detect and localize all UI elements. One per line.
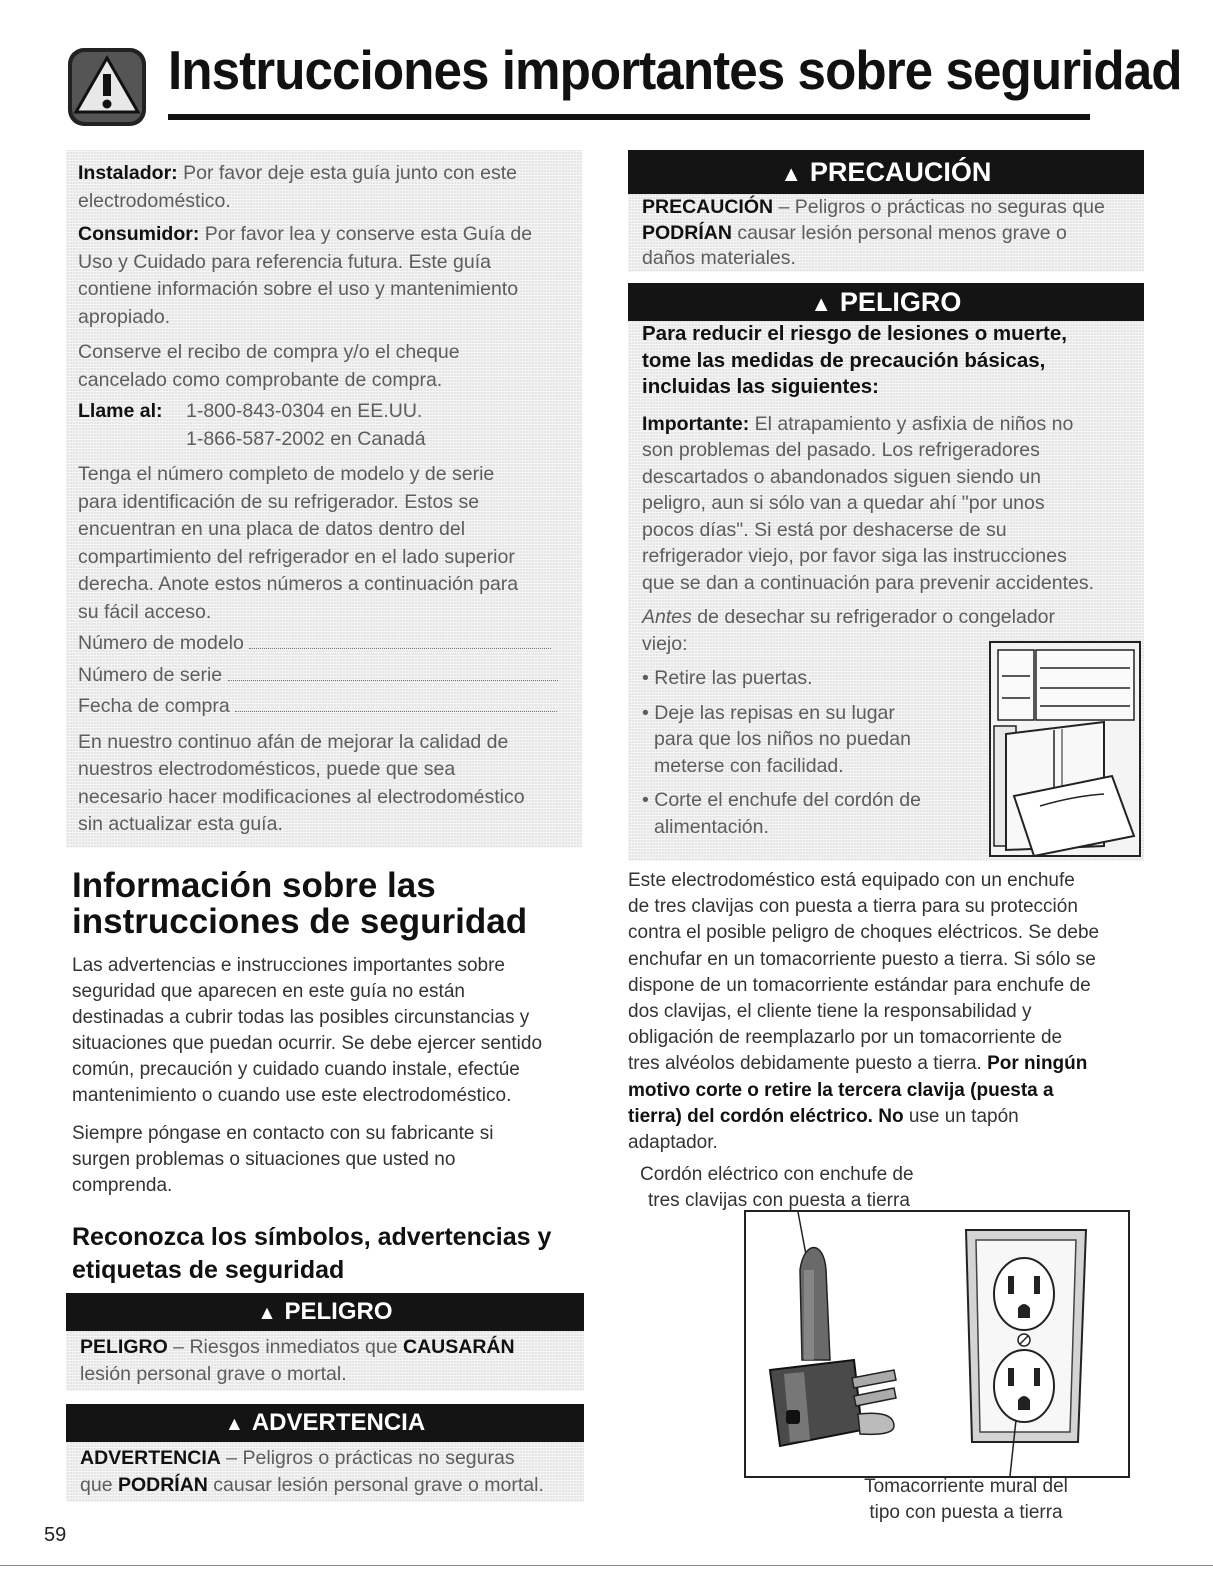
- keep-receipt-line: cancelado como comprobante de compra.: [78, 368, 443, 391]
- installer-text: Por favor deje esta guía junto con este: [183, 162, 517, 184]
- improvement-line: necesario hacer modificaciones al electrodoméstico: [78, 785, 525, 808]
- model-number-blank: [249, 648, 551, 649]
- peligro-text-2: lesión personal grave o mortal.: [80, 1363, 347, 1385]
- model-info-line: Tenga el número completo de modelo y de serie: [78, 463, 495, 485]
- model-number-label: Número de modelo: [78, 632, 244, 654]
- advertencia-text: – Peligros o prácticas no seguras: [220, 1447, 515, 1469]
- bullet: •: [642, 789, 655, 811]
- advertencia-strong: PODRÍAN: [117, 1474, 208, 1496]
- page-title: Instrucciones importantes sobre seguridad: [168, 39, 1182, 101]
- info-paragraph-1: [72, 953, 542, 1109]
- precaucion-label: PRECAUCIÓN: [642, 196, 774, 218]
- advertencia-text: causar lesión personal grave o mortal.: [207, 1474, 544, 1496]
- info-line: mantenimiento o cuando use este electrodoméstico.: [72, 1085, 512, 1106]
- grounding-line: Este electrodoméstico está equipado con un enchufe: [628, 870, 1075, 891]
- model-info-line: encuentran en una placa de datos dentro del: [78, 518, 466, 540]
- grounding-line: dos clavijas, el cliente tiene la responsabilidad y: [628, 1001, 1032, 1023]
- peligro-box-banner: [628, 283, 1144, 321]
- important-line: que se dan a continuación para prevenir accidentes.: [642, 571, 1095, 594]
- peligro-banner-label: PELIGRO: [284, 1298, 393, 1325]
- precaucion-text: – Peligros o prácticas no seguras que: [773, 196, 1105, 218]
- info-heading-line: Información sobre las: [72, 866, 436, 905]
- info-line: comprenda.: [72, 1175, 173, 1196]
- precaucion-banner: [628, 150, 1144, 194]
- purchase-date-blank: [235, 711, 557, 712]
- important-line: refrigerador viejo, por favor siga las instrucciones: [642, 545, 1067, 567]
- advertencia-label: ADVERTENCIA: [80, 1447, 221, 1469]
- grounding-line: use un tapón: [903, 1105, 1019, 1127]
- precaucion-banner-label: PRECAUCIÓN: [809, 157, 992, 187]
- symbols-heading: [72, 1221, 551, 1287]
- phone-us: 1-800-843-0304 en EE.UU.: [186, 400, 423, 422]
- peligro-text: – Riesgos inmediatos que: [167, 1336, 403, 1358]
- consumer-line: Por favor lea y conserve esta Guía de: [204, 223, 533, 245]
- peligro-label: PELIGRO: [80, 1336, 168, 1358]
- peligro-bold-line: tome las medidas de precaución básicas,: [642, 348, 1046, 372]
- info-line: situaciones que puedan ocurrir. Se debe ejercer sentido: [72, 1033, 543, 1054]
- warning-triangle-icon: ▲: [780, 161, 802, 186]
- info-line: surgen problemas o situaciones que usted no: [72, 1149, 456, 1170]
- footer-rule: [0, 1565, 1213, 1566]
- advertencia-banner-label: ADVERTENCIA: [251, 1409, 426, 1436]
- bullet-cut-cord: Corte el enchufe del cordón de: [654, 789, 921, 811]
- important-line: son problemas del pasado. Los refrigeradores: [642, 439, 1040, 461]
- bullet: •: [642, 701, 655, 724]
- info-heading-line: instrucciones de seguridad: [72, 902, 528, 941]
- symbols-heading-line: etiquetas de seguridad: [72, 1256, 345, 1284]
- warning-triangle-icon: ▲: [257, 1303, 277, 1324]
- improvement-line: nuestros electrodomésticos, puede que sea: [78, 758, 456, 780]
- phone-canada: 1-866-587-2002 en Canadá: [186, 427, 426, 450]
- serial-number-label: Número de serie: [78, 663, 223, 686]
- keep-receipt-line: Conserve el recibo de compra y/o el cheque: [78, 341, 460, 363]
- installer-text-2: electrodoméstico.: [78, 189, 231, 212]
- grounding-line: adaptador.: [628, 1132, 718, 1154]
- advertencia-text: que: [80, 1474, 118, 1496]
- grounding-line: contra el posible peligro de choques eléctricos. Se debe: [628, 922, 1100, 944]
- peligro-definition: [66, 1331, 584, 1391]
- precaucion-definition: [628, 194, 1144, 272]
- warning-icon: [66, 46, 148, 128]
- model-info-line: para identificación de su refrigerador. Estos se: [78, 490, 480, 513]
- grounding-line: tres alvéolos debidamente puesto a tierra.: [628, 1053, 988, 1075]
- improvement-line: En nuestro continuo afán de mejorar la calidad de: [78, 730, 509, 753]
- peligro-banner: [66, 1293, 584, 1331]
- bullet-remove-doors: Retire las puertas.: [654, 667, 813, 689]
- cord-label: [640, 1162, 914, 1214]
- plug-outlet-illustration: [744, 1210, 1130, 1478]
- cord-label-line: tres clavijas con puesta a tierra: [648, 1190, 910, 1211]
- precaucion-strong: PODRÍAN: [642, 221, 732, 244]
- symbols-heading-line: Reconozca los símbolos, advertencias y: [72, 1223, 552, 1251]
- peligro-strong: CAUSARÁN: [402, 1336, 515, 1358]
- installer-info-box: [66, 150, 582, 848]
- installer-label: Instalador:: [78, 162, 178, 184]
- before-italic: Antes: [642, 606, 692, 628]
- peligro-bold-line: Para reducir el riesgo de lesiones o muerte,: [642, 322, 1067, 345]
- info-paragraph-2: [72, 1121, 493, 1199]
- info-line: Siempre póngase en contacto con su fabricante si: [72, 1123, 494, 1144]
- grounding-strong: tierra) del cordón eléctrico. No: [628, 1105, 904, 1127]
- important-line: pocos días". Si está por deshacerse de su: [642, 518, 1007, 541]
- grounding-strong: Por ningún: [987, 1053, 1088, 1075]
- bullet-shelves: Deje las repisas en su lugar: [654, 701, 895, 724]
- warning-triangle-icon: ▲: [224, 1414, 244, 1435]
- consumer-line: apropiado.: [78, 305, 171, 328]
- grounding-paragraph: [628, 868, 1099, 1156]
- important-label: Importante:: [642, 412, 750, 435]
- info-line: común, precaución y cuidado cuando instale, efectúe: [72, 1059, 520, 1080]
- info-heading: [72, 868, 527, 940]
- peligro-bold-line: incluidas las siguientes:: [642, 375, 879, 398]
- info-line: seguridad que aparecen en este guía no están: [72, 981, 465, 1002]
- consumer-line: contiene información sobre el uso y mantenimiento: [78, 278, 519, 300]
- outlet-label-line: tipo con puesta a tierra: [869, 1502, 1063, 1523]
- outlet-label: [856, 1474, 1076, 1526]
- grounding-line: dispone de un tomacorriente estándar para enchufe de: [628, 974, 1091, 996]
- grounding-line: de tres clavijas con puesta a tierra para su protección: [628, 896, 1078, 918]
- bullet-shelves-line: meterse con facilidad.: [654, 754, 844, 777]
- before-text: de desechar su refrigerador o congelador: [691, 606, 1056, 628]
- grounding-strong: motivo corte o retire la tercera clavija (puesta a: [628, 1079, 1054, 1101]
- consumer-label: Consumidor:: [78, 223, 200, 245]
- important-text: El atrapamiento y asfixia de niños no: [754, 412, 1074, 435]
- purchase-date-label: Fecha de compra: [78, 695, 230, 717]
- grounding-line: obligación de reemplazarlo por un tomacorriente de: [628, 1027, 1063, 1049]
- serial-number-blank: [228, 680, 558, 681]
- page-number: 59: [44, 1524, 67, 1546]
- consumer-line: Uso y Cuidado para referencia futura. Este guía: [78, 250, 491, 273]
- before-text-2: viejo:: [642, 632, 688, 655]
- precaucion-text: causar lesión personal menos grave o: [731, 221, 1067, 244]
- info-line: Las advertencias e instrucciones importantes sobre: [72, 955, 506, 976]
- important-line: descartados o abandonados siguen siendo un: [642, 465, 1041, 488]
- cord-label-line: Cordón eléctrico con enchufe de: [640, 1164, 914, 1185]
- bullet: •: [642, 667, 655, 689]
- info-line: destinadas a cubrir todas las posibles circunstancias y: [72, 1007, 530, 1028]
- warning-triangle-icon: ▲: [810, 291, 832, 316]
- model-info-line: su fácil acceso.: [78, 600, 212, 623]
- improvement-line: sin actualizar esta guía.: [78, 813, 283, 835]
- important-line: peligro, aun si sólo van a quedar ahí "por unos: [642, 492, 1045, 514]
- call-label: Llame al:: [78, 400, 163, 422]
- model-info-line: derecha. Anote estos números a continuación para: [78, 573, 519, 595]
- outlet-label-line: Tomacorriente mural del: [864, 1476, 1068, 1497]
- advertencia-banner: [66, 1404, 584, 1442]
- grounding-line: enchufar en un tomacorriente puesto a tierra. Si sólo se: [628, 948, 1096, 970]
- precaucion-text: daños materiales.: [642, 247, 796, 269]
- advertencia-definition: [66, 1442, 584, 1502]
- bullet-cut-cord-line: alimentación.: [654, 815, 769, 838]
- title-rule: [168, 114, 1090, 120]
- bullet-shelves-line: para que los niños no puedan: [654, 728, 911, 750]
- refrigerator-illustration: [984, 636, 1144, 861]
- model-info-line: compartimiento del refrigerador en el lado superior: [78, 545, 515, 568]
- peligro-box-banner-label: PELIGRO: [839, 287, 962, 317]
